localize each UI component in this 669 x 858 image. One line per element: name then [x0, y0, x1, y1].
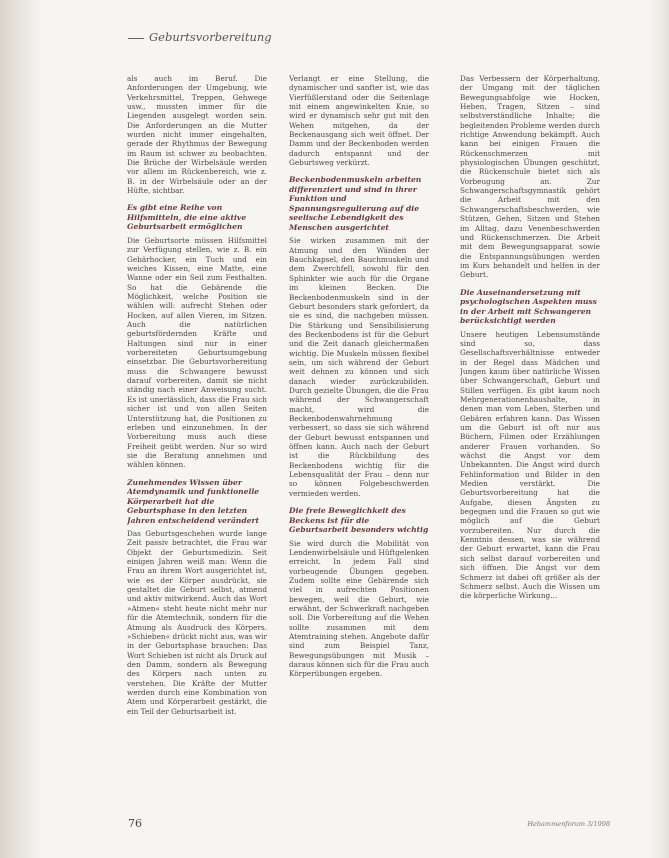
section-heading: Es gibt eine Reihe von Hilfsmitteln, die eine aktive Geburtsarbeit ermöglichen — [127, 203, 247, 232]
body-paragraph: Sie wird durch die Mobilität von Lendenwirbelsäule und Hüftgelenken erreicht. In jedem Fall sind vorbeugende Übungen gegeben. Zudem sollte eine Gebärende sich viel in aufrechten Positionen bewegen, weil die Geburt, wie erwähnt, der Schwerkraft nachgeben soll. Die Vorbereitung auf die Wehen sollte zusammen mit dem Atemtraining stehen. Angebote dafür sind zum Beispiel Tanz, Bewegungsübungen mit Musik – daraus können sich für die Frau auch Körperübungen ergeben. — [289, 538, 429, 679]
section-heading: Die freie Beweglichkeit des Beckens ist für die Geburtsarbeit besonders wichtig — [289, 506, 429, 535]
body-paragraph: Verlangt er eine Stellung, die dynamischer und sanfter ist, wie das Vierfüßlerstand oder die Seitenlage mit einem angewinkelten Knie, so wird er dynamisch sehr gut mit den Wehen mitgehen, da der Beckenausgang sich weit öffnet. Der Damm und der Beckenboden werden dadurch entspannt und der Geburtsweg verkürzt. — [289, 74, 429, 168]
body-paragraph: Unsere heutigen Lebensumstände sind so, dass Gesellschaftsverhältnisse entweder in der Regel dass Mädchen und Jungen kaum über natürliche Wissen über Schwangerschaft, Geburt und Stillen verfügen. Es gibt kaum noch Mehrgenerationenhaushalte, in denen man vom Leben, Sterben und Gebären erfahren kann. Das Wissen um die Geburt ist oft nur aus Büchern, Filmen oder Erzählungen anderer Frauen vorhanden. So wächst die Angst vor dem Unbekannten. Die Angst wird durch Fehlinformation und Bilder in den Medien verstärkt. Die Geburtsvorbereitung hat die Aufgabe, diesen Ängsten zu begegnen und die Frauen so gut wie möglich auf die Geburt vorzubereiten. Nur durch die Kenntnis dessen, was sie während der Geburt erwartet, kann die Frau sich selbst darauf vorbereiten und sich öffnen. Die Angst vor dem Schmerz ist dabei oft größer als der Schmerz selbst. Auch die Wissen um die körperliche Wirkung... — [460, 329, 600, 601]
header-rule — [128, 38, 144, 39]
body-paragraph: Das Verbessern der Körperhaltung, der Umgang mit der täglichen Bewegungsabfolge wie Hocken, Heben, Tragen, Sitzen – sind selbstverständliche Inhalte; die begleitenden Probleme werden durch richtige Anwendung bekämpft. Auch kann bei einigen Frauen die Rückenschmerzen mit physiologischen Übungen geschützt, die Rückenschule bietet sich als Vorbeugung an. Zur Schwangerschaftsgymnastik gehört die Arbeit mit den Schwangerschaftsbeschwerden, wie Stützen, Gehen, Sitzen und Stehen im Alltag, dazu Venenbeschwerden und Rückenschmerzen. Die Arbeit mit dem Bewegungsapparat sowie die Entspannungsübungen werden im Kurs behandelt und helfen in der Geburt. — [460, 74, 600, 280]
body-paragraph: als auch im Beruf. Die Anforderungen der Umgebung, wie Verkehrsmittel, Treppen, Gehwege usw., mussten immer für die Liegenden ausgelegt worden sein. Die Anforderungen an die Mutter wurden nicht immer eingehalten, gerade der Rhythmus der Bewegung im Raum ist schwer zu beobachten. Die Brüche der Wirbelsäule werden vor allem im Rückenbereich, wie z. B. in der Wirbelsäule oder an der Hüfte, sichtbar. — [127, 74, 267, 196]
page-number: 76 — [128, 817, 142, 830]
section-heading: Beckenbodenmuskeln arbeiten differenziert und sind in ihrer Funktion und Spannungsregulierung auf die seelische Lebendigkeit des Menschen ausgerichtet — [289, 175, 422, 232]
text-column-1 — [127, 74, 267, 754]
section-heading: Die Auseinandersetzung mit psychologischen Aspekten muss in der Arbeit mit Schwangeren berücksichtigt werden — [460, 287, 597, 326]
book-spine-shadow — [0, 0, 36, 858]
text-column-3 — [460, 74, 600, 754]
text-column-2 — [289, 74, 429, 754]
running-header — [128, 30, 428, 46]
body-paragraph: Sie wirken zusammen mit der Atmung und den Wänden der Bauchkapsel, den Bauchmuskeln und dem Zwerchfell, sowohl für den Sphinkter wie auch für die Organe im kleinen Becken. Die Beckenbodenmuskeln sind in der Geburt besonders stark gefordert, da sie es sind, die nachgeben müssen. Die Stärkung und Sensibilisierung des Beckenbodens ist für die Geburt und die Zeit danach gleichermaßen wichtig. Die Muskeln müssen flexibel sein, um sich während der Geburt weit dehnen zu können und sich danach wieder zurückzubilden. Durch gezielte Übungen, die die Frau während der Schwangerschaft macht, wird die Beckenbodenwahrnehmung verbessert, so dass sie sich während der Geburt bewusst entspannen und öffnen kann. Auch nach der Geburt ist die Rückbildung des Beckenbodens wichtig für die Lebensqualität der Frau – denn nur so können Folgebeschwerden vermieden werden. — [289, 236, 429, 498]
body-paragraph: Die Geburtsorte müssen Hilfsmittel zur Verfügung stellen, wie z. B. ein Gebärhocker, ein Tuch und ein weiches Kissen, eine Matte, eine Wanne oder ein Seil zum Festhalten. So hat die Gebärende die Möglichkeit, welche Position sie wählen will: aufrecht Stehen oder Hocken, auf allen Vieren, im Sitzen. Auch die natürlichen geburtsfördernden Kräfte und Haltungen sind nur in einer vorbereiteten Geburtsumgebung einsetzbar. Die Geburtsvorbereitung muss die Schwangere bewusst darauf vorbereiten, damit sie nicht ständig nach einer Anweisung sucht. Es ist unerlässlich, dass die Frau sich sicher ist und von allen Seiten Unterstützung hat, die Positionen zu erleben und einzunehmen. In der Vorbereitung muss auch diese Freiheit geübt werden. Nur so wird sie die Beratung annehmen und wählen können. — [127, 235, 267, 470]
page-edge — [649, 0, 669, 858]
body-paragraph: Das Geburtsgeschehen wurde lange Zeit passiv betrachtet, die Frau war Objekt der Geburtsmedizin. Seit einigen Jahren weiß man: Wenn die Frau an ihrem Wort ausgerichtet ist, wie es der Körper ausdrückt, sie gestaltet die Geburt selbst, atmend und aktiv mitwirkend. Auch das Wort »Atmen« steht heute nicht mehr nur für die Atemtechnik, sondern für die Atmung als Ausdruck des Körpers. »Schieben« drückt nicht aus, was wir in der Geburtsphase brauchen: Das Wort Schieben ist nicht als Druck auf den Damm, sondern als Bewegung des Körpers nach unten zu verstehen. Die Kräfte der Mutter werden durch eine Kombination von Atem und Körperarbeit gestärkt, die ein Teil der Geburtsarbeit ist. — [127, 529, 267, 716]
running-title: Geburtsvorbereitung — [149, 30, 272, 44]
footer-source: Hebammenforum 3/1998 — [527, 820, 610, 828]
section-heading: Zunehmendes Wissen über Atemdynamik und funktionelle Körperarbeit hat die Geburtsphase in den letzten Jahren entscheidend verändert — [127, 477, 260, 525]
